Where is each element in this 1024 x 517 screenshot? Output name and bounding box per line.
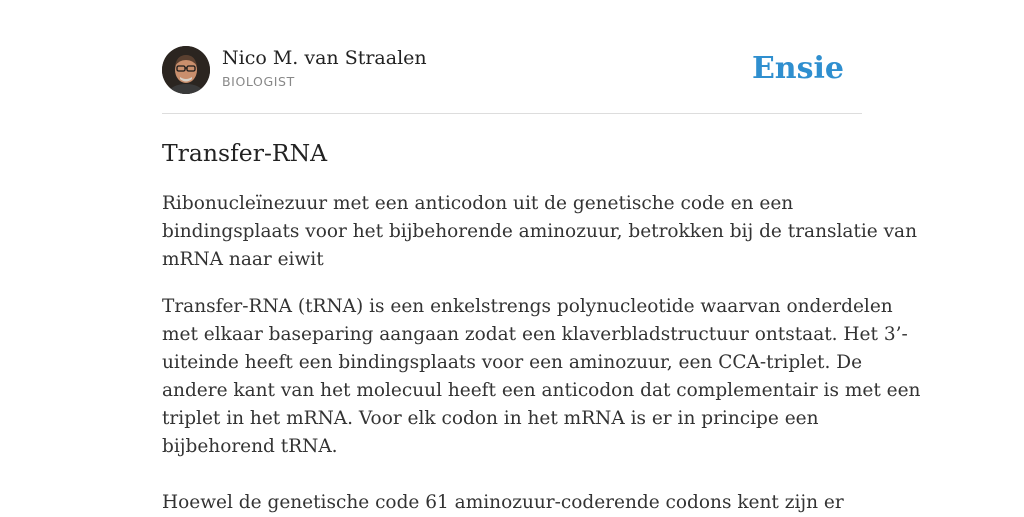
author-portrait-icon [162,46,210,94]
author-header [162,0,862,114]
paragraph-line: Transfer-RNA (tRNA) is een enkelstrengs polynucleotide waarvan onderdelen [162,296,893,317]
entry-title: Transfer-RNA [162,139,328,167]
paragraph-line: met elkaar baseparing aangaan zodat een klaverbladstructuur ontstaat. Het 3’- [162,324,908,345]
summary-line: Ribonucleïnezuur met een anticodon uit de genetische code en een [162,193,794,214]
author-role: BIOLOGIST [222,74,295,89]
paragraph-line: andere kant van het molecuul heeft een anticodon dat complementair is met een [162,380,921,401]
entry-card [162,0,921,513]
paragraph-line: triplet in het mRNA. Voor elk codon in het mRNA is er in principe een [162,408,819,429]
entry-summary [162,190,918,274]
entry-paragraph-1 [162,293,921,461]
entry-paragraph-2: Hoewel de genetische code 61 aminozuur-coderende codons kent zijn er [162,492,844,513]
author-name[interactable]: Nico M. van Straalen [222,47,427,69]
author-avatar[interactable] [162,46,210,94]
summary-line: bindingsplaats voor het bijbehorende aminozuur, betrokken bij de translatie van [162,221,918,242]
summary-line: mRNA naar eiwit [162,249,324,270]
paragraph-line: uiteinde heeft een bindingsplaats voor een aminozuur, een CCA-triplet. De [162,352,863,373]
paragraph-line: bijbehorend tRNA. [162,436,338,457]
brand-logo[interactable]: Ensie [751,51,844,86]
